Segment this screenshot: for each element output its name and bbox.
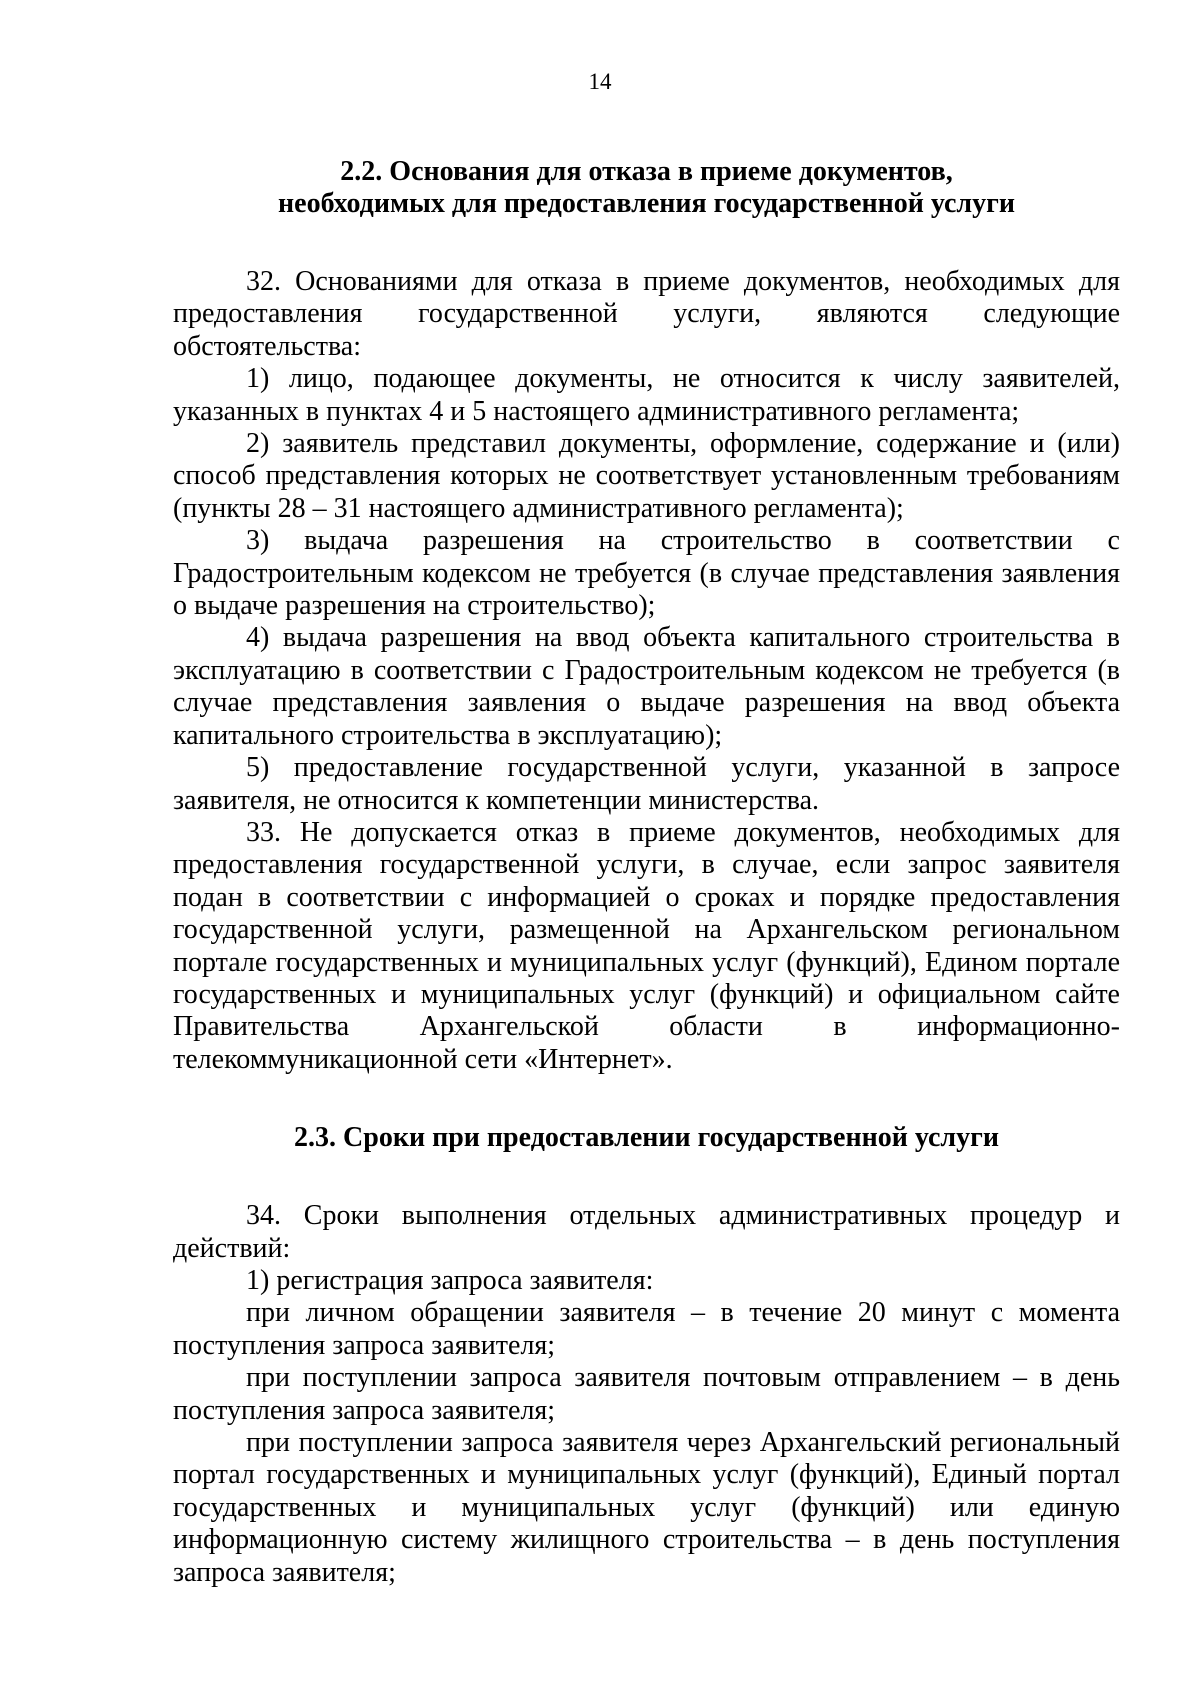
- paragraph-33: 33. Не допускается отказ в приеме документов, необходимых для предоставления государственной услуги, в случае, если запрос заявителя подан в соответствии с информацией о сроках и порядке предоставления государственной услуги, размещенной на Архангельском региональном портале государственных и муниципальных услуг (функций), Едином портале государственных и муниципальных услуг (функций) и официальном сайте Правительства Архангельской области в информационно-телекоммуникационной сети «Интернет».: [173, 816, 1120, 1075]
- paragraph-34-item-1: 1) регистрация запроса заявителя:: [246, 1264, 654, 1296]
- paragraph-32-item-5: 5) предоставление государственной услуги, указанной в запросе заявителя, не относится к компетенции министерства.: [173, 752, 1120, 816]
- paragraph-34-item-1-portal: при поступлении запроса заявителя через Архангельский региональный портал государственных и муниципальных услуг (функций), Единый портал государственных и муниципальных услуг (функций) или единую информационную систему жилищного строительства – в день поступления запроса заявителя;: [173, 1427, 1120, 1588]
- section-2-2-body: [173, 266, 1120, 1076]
- paragraph-34-item-1-personal: при личном обращении заявителя – в течение 20 минут с момента поступления запроса заявителя;: [173, 1297, 1120, 1361]
- section-2-2-title-line-1: 2.2. Основания для отказа в приеме документов,: [340, 156, 953, 187]
- paragraph-34: 34. Сроки выполнения отдельных административных процедур и действий:: [173, 1200, 1120, 1264]
- document-body: [173, 156, 1120, 1589]
- paragraph-32-item-2: 2) заявитель представил документы, оформление, содержание и (или) способ представления которых не соответствует установленным требованиям (пункты 28 – 31 настоящего административного регламента);: [173, 428, 1120, 524]
- section-2-3-title-line: 2.3. Сроки при предоставлении государственной услуги: [294, 1122, 999, 1154]
- section-2-3-title: [173, 1122, 1120, 1154]
- page-number: 14: [588, 69, 612, 94]
- section-2-2-title-line-2: необходимых для предоставления государственной услуги: [278, 188, 1015, 219]
- section-2-3-body: [173, 1200, 1120, 1589]
- paragraph-32-item-1: 1) лицо, подающее документы, не относится к числу заявителей, указанных в пунктах 4 и 5 настоящего административного регламента;: [173, 363, 1120, 427]
- section-2-2-title: [173, 156, 1120, 220]
- paragraph-32-item-4: 4) выдача разрешения на ввод объекта капитального строительства в эксплуатацию в соответствии с Градостроительным кодексом не требуется (в случае представления заявления о выдаче разрешения на ввод объекта капитального строительства в эксплуатацию);: [173, 622, 1120, 751]
- paragraph-34-item-1-post: при поступлении запроса заявителя почтовым отправлением – в день поступления запроса заявителя;: [173, 1362, 1120, 1426]
- paragraph-32-item-3: 3) выдача разрешения на строительство в соответствии с Градостроительным кодексом не требуется (в случае представления заявления о выдаче разрешения на строительство);: [173, 525, 1120, 622]
- paragraph-32: 32. Основаниями для отказа в приеме документов, необходимых для предоставления государственной услуги, являются следующие обстоятельства:: [173, 266, 1120, 362]
